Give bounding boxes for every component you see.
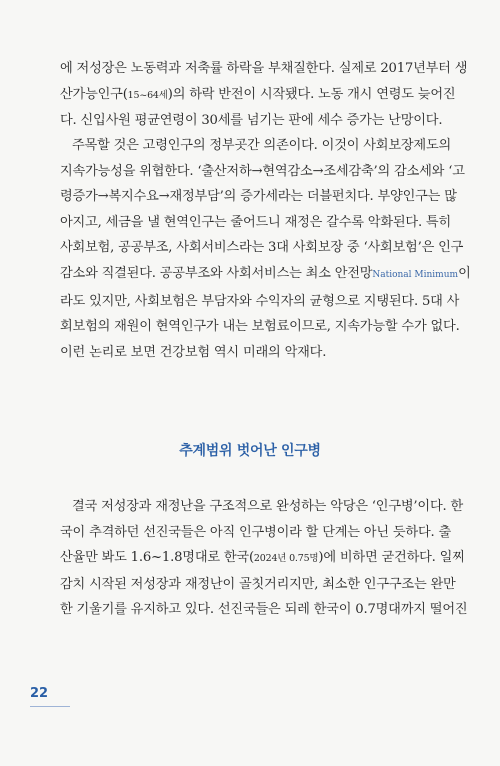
text-line: 아지고, 세금을 낼 현역인구는 줄어드니 재정은 갈수록 악화된다. 특히 [60,214,452,230]
text-line: 령증가→복지수요→재정부담’의 증가세라는 더블펀치다. 부양인구는 많 [60,189,457,205]
paragraph-3 [60,494,468,623]
paragraph-1 [60,56,468,134]
text-line: 결국 저성장과 재정난을 구조적으로 완성하는 악당은 ‘인구병’이다. 한 [72,499,464,514]
text-line: 이런 논리로 보면 건강보험 역시 미래의 악재다. [60,344,327,360]
page-number-rule [30,706,70,707]
text-line: 국이 추격하던 선진국들은 아직 인구병이라 할 단계는 아닌 듯하다. 출 [60,524,452,540]
text-line: 지속가능성을 위협한다. ‘출산저하→현역감소→조세감축’의 감소세와 ‘고 [60,163,465,179]
page-number: 22 [30,686,49,701]
paragraph-2 [60,133,471,365]
text-line: 에 저성장은 노동력과 저축률 하락을 부채질한다. 실제로 2017년부터 생 [60,61,468,76]
text-line: 회보험의 재원이 현역인구가 내는 보험료이므로, 지속가능할 수가 없다. [60,319,460,335]
text-line: 감치 시작된 저성장과 재정난이 골칫거리지만, 최소한 인구구조는 완만 [60,576,456,592]
text-line: 다. 신입사원 평균연령이 30세를 넘기는 판에 세수 증가는 난망이다. [60,113,443,129]
text-line: 산율만 봐도 1.6~1.8명대로 한국(2024년 0.75명)에 비하면 굳건하다. 일찌 [60,550,465,566]
text-line: 산가능인구(15~64세)의 하락 반전이 시작됐다. 노동 개시 연령도 늦어진 [60,86,456,102]
text-line: 한 기울기를 유지하고 있다. 선진국들은 되레 한국이 0.7명대까지 떨어진 [60,602,468,618]
text-line: 라도 있지만, 사회보험은 부담자와 수익자의 균형으로 지탱된다. 5대 사 [60,293,460,309]
section-heading: 추계범위 벗어난 인구병 [179,443,321,459]
text-line: 사회보험, 공공부조, 사회서비스라는 3대 사회보장 중 ‘사회보험’은 인구 [60,240,464,256]
text-line: 주목할 것은 고령인구의 정부곳간 의존이다. 이것이 사회보장제도의 [72,138,452,153]
text-line: 감소와 직결된다. 공공부조와 사회서비스는 최소 안전망National Minimum이 [60,265,471,281]
